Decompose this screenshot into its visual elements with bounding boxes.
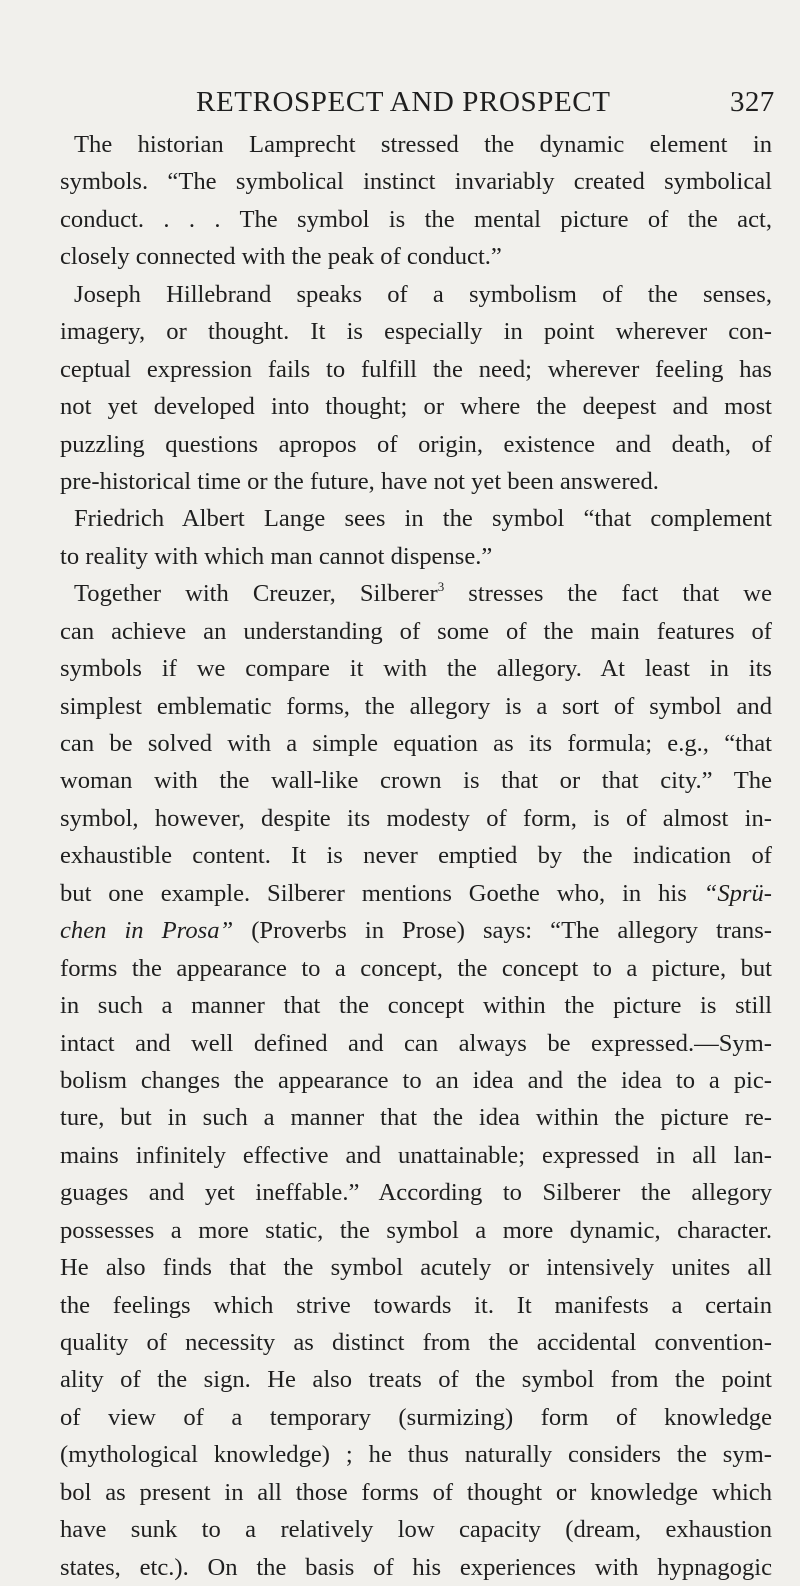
text-line: [60, 575, 772, 612]
text-line: ceptual expression fails to fulfill the need; wherever feeling has: [60, 355, 772, 383]
text-line: [60, 875, 772, 912]
text-line: symbol, however, despite its modesty of form, is of almost in-: [60, 804, 772, 832]
text-line: the feelings which strive towards it. It manifests a certain: [60, 1291, 772, 1319]
text-fragment: Together with Creuzer, Silberer: [74, 580, 438, 608]
running-head: RETROSPECT AND PROSPECT: [196, 86, 611, 118]
text-line: symbols. “The symbolical instinct invariably created symbolical: [60, 168, 772, 196]
text-line: imagery, or thought. It is especially in point wherever con-: [60, 318, 772, 346]
footnote-marker: 3: [437, 579, 445, 595]
text-line: ality of the sign. He also treats of the symbol from the point: [60, 1366, 772, 1394]
text-line: exhaustible content. It is never emptied by the indication of: [60, 842, 772, 870]
text-line: (mythological knowledge) ; he thus naturally considers the sym-: [60, 1441, 772, 1469]
text-line: closely connected with the peak of conduct.”: [60, 243, 502, 271]
text-line: He also finds that the symbol acutely or intensively unites all: [60, 1254, 772, 1282]
text-line: Friedrich Albert Lange sees in the symbol “that complement: [74, 505, 772, 533]
text-line: pre-historical time or the future, have not yet been answered.: [60, 467, 659, 495]
text-line: possesses a more static, the symbol a more dynamic, character.: [60, 1216, 772, 1244]
text-line: symbols if we compare it with the allegory. At least in its: [60, 655, 772, 683]
text-line: mains infinitely effective and unattainable; expressed in all lan-: [60, 1141, 772, 1169]
text-line: have sunk to a relatively low capacity (dream, exhaustion: [60, 1516, 772, 1544]
text-line: [60, 912, 772, 949]
text-line: puzzling questions apropos of origin, existence and death, of: [60, 430, 772, 458]
text-line: intact and well defined and can always be expressed.—Sym-: [60, 1029, 772, 1057]
text-fragment: stresses the fact that we: [444, 580, 772, 608]
text-line: states, etc.). On the basis of his experiences with hypnagogic: [60, 1553, 772, 1581]
text-line: can achieve an understanding of some of the main features of: [60, 617, 772, 645]
text-line: quality of necessity as distinct from the accidental convention-: [60, 1329, 772, 1356]
text-line: bolism changes the appearance to an idea and the idea to a pic-: [60, 1066, 772, 1094]
text-line: in such a manner that the concept within the picture is still: [60, 992, 772, 1020]
text-fragment: (Proverbs in Prose) says: “The allegory trans-: [233, 917, 772, 945]
italic-title: chen in Prosa”: [60, 917, 234, 945]
text-line: to reality with which man cannot dispense.”: [60, 542, 493, 570]
text-line: guages and yet ineffable.” According to Silberer the allegory: [60, 1179, 772, 1207]
body-text: [60, 126, 772, 1586]
text-line: forms the appearance to a concept, the concept to a picture, but: [60, 954, 772, 982]
text-line: can be solved with a simple equation as its formula; e.g., “that: [60, 730, 772, 757]
text-line: simplest emblematic forms, the allegory is a sort of symbol and: [60, 692, 772, 720]
text-line: not yet developed into thought; or where the deepest and most: [60, 393, 772, 421]
italic-title: “Sprü-: [703, 879, 772, 907]
text-line: The historian Lamprecht stressed the dynamic element in: [74, 131, 772, 158]
text-line: conduct. . . . The symbol is the mental picture of the act,: [60, 205, 772, 233]
text-fragment: but one example. Silberer mentions Goethe who, in his: [60, 879, 704, 907]
text-line: Joseph Hillebrand speaks of a symbolism of the senses,: [74, 280, 772, 308]
text-line: woman with the wall-like crown is that or that city.” The: [60, 767, 772, 795]
text-line: of view of a temporary (surmizing) form of knowledge: [60, 1403, 772, 1431]
text-line: ture, but in such a manner that the idea within the picture re-: [60, 1104, 772, 1132]
page-number: 327: [730, 86, 775, 118]
text-line: bol as present in all those forms of thought or knowledge which: [60, 1478, 772, 1506]
